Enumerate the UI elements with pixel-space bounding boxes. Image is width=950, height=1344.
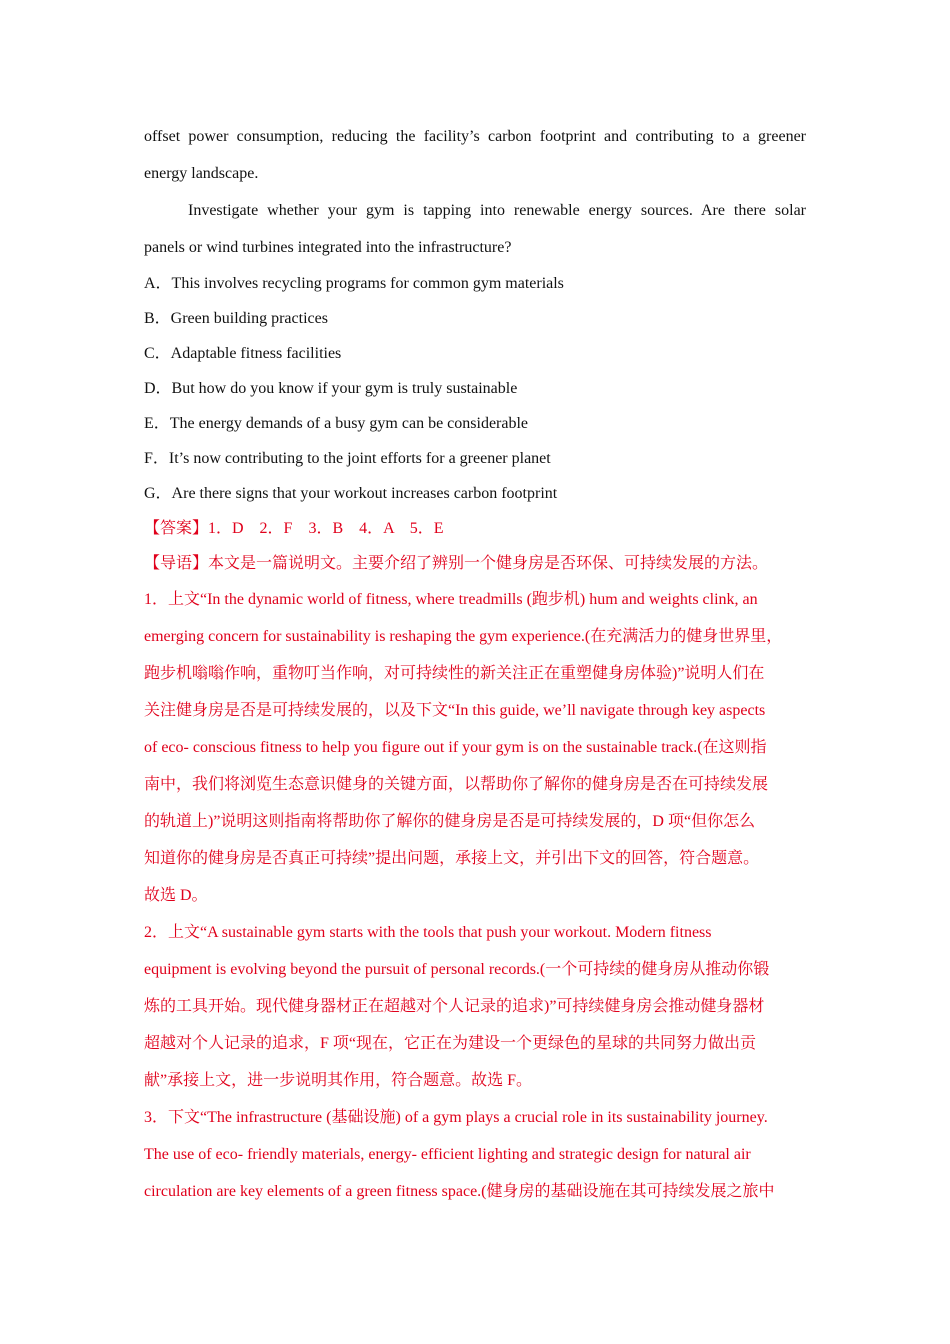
explanation-line: 的轨道上)”说明这则指南将帮助你了解你的健身房是否是可持续发展的，D 项“但你怎么 [144, 813, 756, 830]
explanation-line: 1．上文“In the dynamic world of fitness, where treadmills (跑步机) hum and weights clink, an [144, 591, 758, 608]
option-c: C．Adaptable fitness facilities [144, 345, 342, 362]
explanation-line: 献”承接上文，进一步说明其作用，符合题意。故选 F。 [144, 1072, 533, 1089]
option-d: D．But how do you know if your gym is truly sustainable [144, 380, 518, 397]
option-e: E．The energy demands of a busy gym can be considerable [144, 415, 529, 432]
explanation-line: circulation are key elements of a green fitness space.(健身房的基础设施在其可持续发展之旅中 [144, 1183, 775, 1200]
passage-line: energy landscape. [144, 165, 259, 182]
explanation-line: 3．下文“The infrastructure (基础设施) of a gym plays a crucial role in its sustainability journey. [144, 1109, 768, 1126]
explanation-line: The use of eco- friendly materials, energy- efficient lighting and strategic design for natural air [144, 1146, 751, 1163]
option-b: B．Green building practices [144, 310, 328, 327]
guide-line: 【导语】本文是一篇说明文。主要介绍了辨别一个健身房是否环保、可持续发展的方法。 [144, 555, 769, 572]
explanation-line: of eco- conscious fitness to help you figure out if your gym is on the sustainable track.(在这则指 [144, 739, 767, 756]
options-list [144, 266, 806, 511]
passage-line: panels or wind turbines integrated into the infrastructure? [144, 239, 512, 256]
explanation-line: emerging concern for sustainability is reshaping the gym experience.(在充满活力的健身世界里， [144, 628, 783, 645]
option-f: F．It’s now contributing to the joint efforts for a greener planet [144, 450, 551, 467]
explanation-line: 跑步机嗡嗡作响，重物叮当作响，对可持续性的新关注正在重塑健身房体验)”说明人们在 [144, 665, 765, 682]
explanation-3 [144, 1099, 806, 1210]
explanation-line: equipment is evolving beyond the pursuit of personal records.(一个可持续的健身房从推动你锻 [144, 961, 770, 978]
passage-line: Investigate whether your gym is tapping into renewable energy sources. Are there solar [188, 202, 806, 219]
explanation-line: 炼的工具开始。现代健身器材正在超越对个人记录的追求)”可持续健身房会推动健身器材 [144, 998, 765, 1015]
explanation-2 [144, 914, 806, 1099]
explanation-line: 知道你的健身房是否真正可持续”提出问题，承接上文，并引出下文的回答，符合题意。 [144, 850, 760, 867]
document-page [144, 118, 806, 1210]
option-a: A．This involves recycling programs for common gym materials [144, 275, 564, 292]
option-g: G．Are there signs that your workout increases carbon footprint [144, 485, 558, 502]
passage-line: offset power consumption, reducing the facility’s carbon footprint and contributing to a greener [144, 128, 806, 145]
explanation-line: 超越对个人记录的追求，F 项“现在，它正在为建设一个更绿色的星球的共同努力做出贡 [144, 1035, 757, 1052]
explanation-line: 关注健身房是否是可持续发展的，以及下文“In this guide, we’ll navigate through key aspects [144, 702, 766, 719]
explanation-line: 故选 D。 [144, 887, 208, 904]
answer-line: 【答案】1．D 2．F 3．B 4．A 5．E [144, 520, 444, 537]
explanation-line: 南中，我们将浏览生态意识健身的关键方面，以帮助你了解你的健身房是否在可持续发展 [144, 776, 769, 793]
explanation-line: 2．上文“A sustainable gym starts with the tools that push your workout. Modern fitness [144, 924, 712, 941]
explanation-1 [144, 581, 806, 914]
